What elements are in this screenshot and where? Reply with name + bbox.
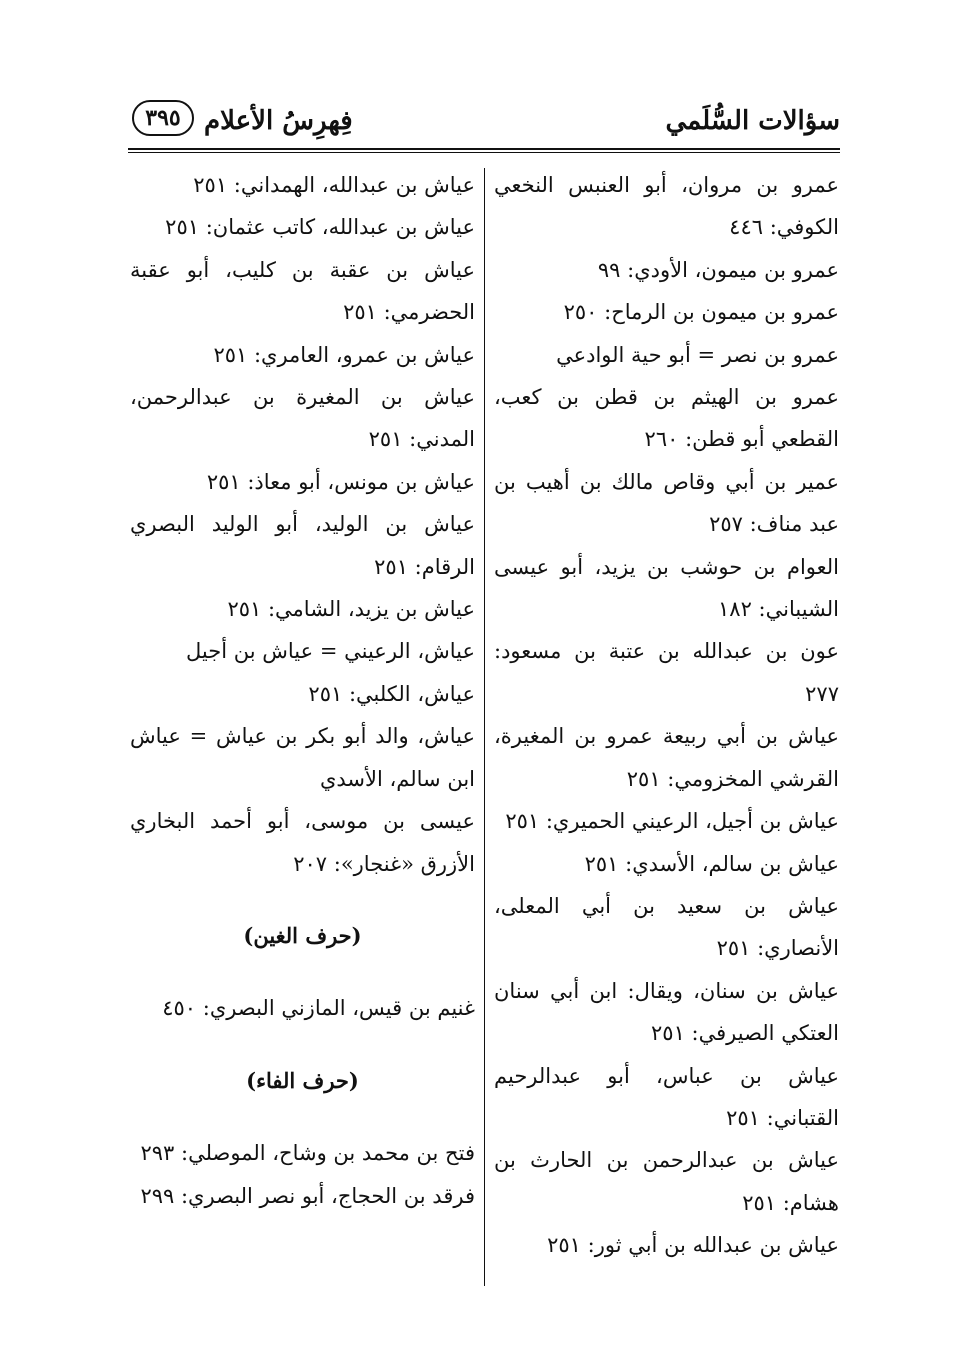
right-column xyxy=(494,164,839,1267)
index-entry: العوام بن حوشب بن يزيد، أبو عيسى الشيباني: ١٨٢ xyxy=(494,554,839,622)
column-divider xyxy=(484,168,485,1286)
section-heading-ghain: (حرف الغين) xyxy=(243,922,362,948)
index-entry: عياش بن سعيد بن أبي المعلى، الأنصاري: ٢٥١ xyxy=(494,893,839,961)
index-entry: عياش بن سنان، ويقال: ابن أبي سنان العتكي الصيرفي: ٢٥١ xyxy=(494,978,839,1046)
page-number: ٣٩٥ xyxy=(132,100,194,136)
book-title: سؤالات السُّلَمي xyxy=(665,106,840,136)
index-entry: عيسى بن موسى، أبو أحمد البخاري الأزرق «غنجار»: ٢٠٧ xyxy=(130,809,475,876)
index-entry: فرقد بن الحجاج، أبو نصر البصري: ٢٩٩ xyxy=(140,1183,475,1208)
index-entry: عون بن عبدالله بن عتبة بن مسعود: ٢٧٧ xyxy=(494,639,839,706)
index-entry: عياش، الكلبي: ٢٥١ xyxy=(308,681,475,706)
index-entry: عياش بن عباس، أبو عبدالرحيم القتباني: ٢٥١ xyxy=(494,1063,839,1130)
index-title: فِهرِسُ الأعلام xyxy=(204,106,353,136)
left-column xyxy=(130,164,475,1217)
index-entry: عمرو بن مروان، أبو العنبس النخعي الكوفي: ٤٤٦ xyxy=(494,173,839,240)
index-entry: عياش بن سالم، الأسدي: ٢٥١ xyxy=(584,851,839,876)
index-entry: عمرو بن الهيثم بن قطن بن كعب، القطعي أبو قطن: ٢٦٠ xyxy=(494,385,839,452)
index-entry: عياش، والد أبو بكر بن عياش = عياش ابن سالم، الأسدي xyxy=(130,724,475,791)
index-entry: عياش بن أبي ربيعة عمرو بن المغيرة، القرشي المخزومي: ٢٥١ xyxy=(494,724,839,791)
index-entry: عياش بن عقبة بن كليب، أبو عقبة الحضرمي: ٢٥١ xyxy=(130,257,475,325)
index-entry: عياش بن أجيل، الرعيني الحميري: ٢٥١ xyxy=(505,809,839,834)
index-entry: عياش بن المغيرة بن عبدالرحمن، المدني: ٢٥١ xyxy=(130,385,475,452)
index-entry: غنيم بن قيس، المازني البصري: ٤٥٠ xyxy=(162,996,475,1021)
index-entry: عمرو بن نصر = أبو حية الوادعي xyxy=(556,342,839,367)
index-entry: عياش بن عبدالله بن أبي ثور: ٢٥١ xyxy=(547,1233,839,1258)
section-heading-fa: (حرف الفاء) xyxy=(246,1067,359,1093)
index-entry: عياش بن يزيد، الشامي: ٢٥١ xyxy=(227,597,475,622)
index-entry: عياش بن عبدالله، كاتب عثمان: ٢٥١ xyxy=(165,215,475,240)
index-entry: عياش بن الوليد، أبو الوليد البصري الرقام: ٢٥١ xyxy=(130,512,475,579)
page-header xyxy=(128,98,840,148)
index-entry: عياش بن عبدالله، الهمداني: ٢٥١ xyxy=(193,173,475,197)
index-entry: فتح بن محمد بن وشاح، الموصلي: ٢٩٣ xyxy=(140,1141,475,1166)
index-entry: عياش بن مونس، أبو معاذ: ٢٥١ xyxy=(206,469,475,494)
index-entry: عياش بن عبدالرحمن بن الحارث بن هشام: ٢٥١ xyxy=(494,1148,839,1215)
index-entry: عمرو بن ميمون بن الرماح: ٢٥٠ xyxy=(563,300,839,325)
index-entry: عمير بن أبي وقاص مالك بن أهيب بن عبد مناف: ٢٥٧ xyxy=(494,469,839,537)
index-entry: عياش بن عمرو، العامري: ٢٥١ xyxy=(213,342,475,367)
index-entry: عمرو بن ميمون، الأودي: ٩٩ xyxy=(597,257,839,282)
index-entry: عياش، الرعيني = عياش بن أجيل xyxy=(186,639,475,664)
header-rule xyxy=(128,148,840,153)
